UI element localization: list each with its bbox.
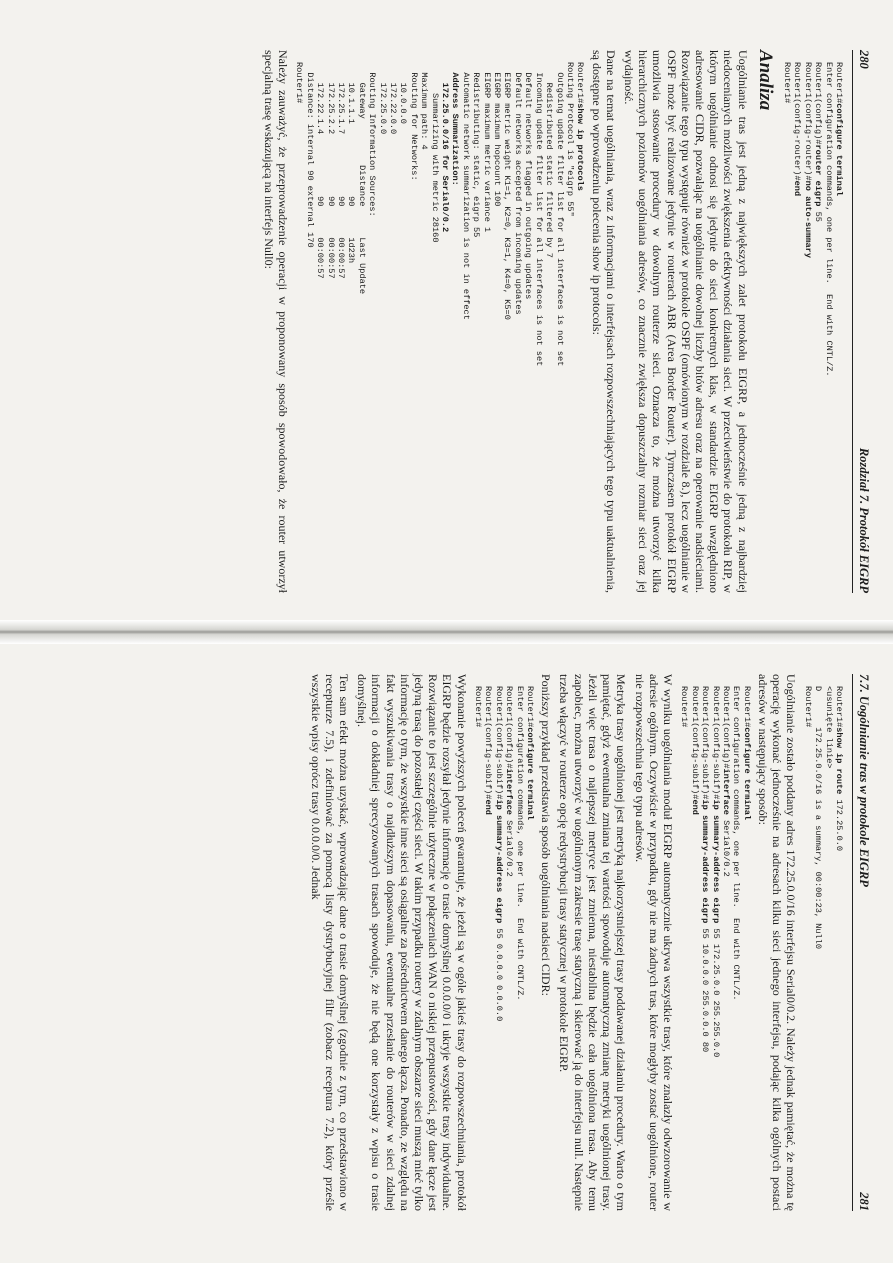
chapter-header: Rozdział 7. Protokół EIGRP: [857, 447, 871, 593]
code-line: [525, 686, 535, 1211]
code-text: Incoming update filter list for all interfaces is not set: [533, 62, 544, 367]
code-line: [782, 62, 792, 593]
code-line: [802, 686, 812, 1211]
paragraph: Poniższy przykład przedstawia sposób uogólniania nadsieci CIDR:: [539, 674, 554, 996]
code-text: 55 0.0.0.0 0.0.0.0: [493, 923, 504, 1022]
page-header: [852, 50, 871, 593]
code-text: Router1#: [741, 686, 752, 728]
code-block: [679, 686, 752, 1211]
code-text: Router1#: [525, 686, 536, 728]
code-text: Router1(config)#: [720, 686, 731, 769]
code-line: [544, 62, 554, 593]
code-text: 55 172.25.0.0 255.255.0.0: [710, 923, 721, 1058]
code-line: [700, 686, 710, 1211]
code-text: Serial0/0.2: [720, 814, 731, 877]
code-text: 172.22.1.4 90 00:00:57: [315, 62, 326, 279]
book-gutter: [0, 620, 893, 644]
code-text: Router1#: [834, 62, 844, 104]
code-line: [315, 62, 325, 593]
code-text: Enter configuration commands, one per line. End with CNTL/Z.: [731, 686, 742, 1001]
code-line: [504, 686, 514, 1211]
code-line: [398, 62, 408, 593]
code-text: Router1(config-router)#: [802, 62, 813, 181]
code-text: Enter configuration commands, one per line. End with CNTL/Z.: [514, 686, 525, 1001]
code-line: [575, 62, 585, 593]
code-text: [440, 62, 450, 83]
code-command: interface: [720, 768, 731, 815]
code-line: [440, 62, 450, 593]
code-text: Gateway Distance Last Update: [356, 62, 367, 295]
code-command: interface: [504, 768, 515, 815]
code-line: [336, 62, 346, 593]
code-line: [731, 686, 741, 1211]
code-text: 172.25.0.0: [834, 794, 844, 852]
page-number: 281: [857, 1192, 871, 1211]
code-line: [502, 62, 512, 593]
code-line: [492, 62, 502, 593]
left-page: [0, 0, 893, 619]
code-command: end: [689, 799, 700, 815]
code-line: [512, 62, 522, 593]
code-line: [460, 62, 470, 593]
code-line: [450, 62, 460, 593]
code-text: Default networks accepted from incoming updates: [512, 62, 523, 315]
code-text: 172.22.0.0: [388, 62, 399, 135]
code-text: EIGRP metric weight K1=1, K2=0, K3=1, K4=0, K5=0: [502, 62, 513, 320]
code-line: [813, 62, 823, 593]
paragraph: Uogólnianie tras jest jedną z największych zalet protokołu EIGRP, a jednocześnie jedną z najbardziej niedocenianych możliwości zwiększenia efektywności działania sieci. W przeciwieństwie do protokołu RIP, w którym uogólnianie odnosi się jedynie do sieci konkretnych klas, w standardzie EIGRP uwzględniono adresowanie CIDR, pozwalając na uogólnianie dowolnej liczby bitów adresu oraz na operowanie nadsieciami. Rozwiązanie tego typu występuje również w protokole OSPF (omówionym w rozdziale 8.), lecz uogólnianie w OSPF może być realizowane jedynie w routerach ABR (Area Border Router). Tymczasem protokół EIGRP umożliwia stosowanie procedury w dowolnym routerze sieci. Oznacza to, że można utworzyć kilka hierarchicznych poziomów uogólniania adresów, co znacznie zwiększa dopuszczalny rozmiar sieci oraz jej wydajność.: [621, 50, 750, 593]
code-block: [802, 686, 844, 1211]
code-text: EIGRP maximum hopcount 100: [492, 62, 503, 207]
code-block: [473, 686, 535, 1211]
code-line: [377, 62, 387, 593]
code-command: end: [483, 799, 494, 815]
code-text: [450, 62, 460, 72]
paragraph: Należy zauważyć, że przeprowadzenie operacji w proponowany sposób spowodowało, że router utworzył specjalną trasę wskazującą na interfejs Null0:: [261, 50, 290, 593]
code-text: Automatic network summarization is not in effect: [460, 62, 471, 320]
code-text: Router1(config)#: [504, 686, 515, 769]
code-text: Router1(config-subif)#: [483, 686, 494, 800]
code-text: Redistributed static filtered by 7: [544, 62, 555, 258]
code-line: [721, 686, 731, 1211]
code-line: [356, 62, 366, 593]
code-line: [523, 62, 533, 593]
code-text: Routing Information Sources:: [367, 62, 378, 217]
code-line: [741, 686, 751, 1211]
code-line: [481, 62, 491, 593]
code-line: [834, 686, 844, 1211]
code-line: [554, 62, 564, 593]
code-text: 172.25.2.2 90 00:00:57: [325, 62, 336, 279]
code-line: [823, 62, 833, 593]
code-line: [813, 686, 823, 1211]
code-command: end: [792, 180, 803, 197]
code-line: [792, 62, 802, 593]
code-command: configure terminal: [834, 103, 844, 197]
code-text: 172.25.0.0: [377, 62, 388, 135]
code-command: 172.25.0.0/16 for Serial0/0.2: [440, 82, 451, 233]
code-line: [471, 62, 481, 593]
code-text: Serial0/0.2: [504, 814, 515, 877]
code-block: [294, 62, 585, 593]
code-line: [533, 62, 543, 593]
code-line: [483, 686, 493, 1211]
code-command: show ip protocols: [575, 103, 586, 191]
code-text: EIGRP maximum metric variance 1: [481, 62, 492, 233]
page-number: 280: [857, 50, 871, 69]
paragraph: Uogólnianie zostało poddany adres 172.25.0.0/16 interfejsu Serial0/0.2. Należy jednak pamiętać, że można tę operację wykonać jednocześnie na adresach kilku sieci jednego interfejsu, podając kilka ogólnych postaci adresów w następujący sposób:: [755, 674, 799, 1211]
code-text: Router1#: [294, 62, 305, 104]
paragraph: W wyniku uogólniania moduł EIGRP automatycznie ukrywa wszystkie trasy, które znalazły odwzorowanie w adresie ogólnym. Oczywiście w przypadku, gdy nie ma żadnych tras, które mogłyby zostać uogólnione, router nie rozpowszechnia tego typu adresów.: [632, 674, 675, 1211]
code-line: [408, 62, 418, 593]
code-text: Router1(config-subif)#: [700, 686, 711, 800]
code-text: Router1#: [473, 686, 484, 728]
code-line: [473, 686, 483, 1211]
code-line: [565, 62, 575, 593]
code-line: [823, 686, 833, 1211]
code-command: ip summary-address eigrp: [493, 799, 504, 924]
code-text: Distance: internal 90 external 170: [304, 62, 315, 248]
code-text: Router1(config-subif)#: [493, 686, 504, 800]
code-text: Router1#: [679, 686, 690, 728]
code-command: ip summary-address eigrp: [710, 799, 721, 924]
code-line: [388, 62, 398, 593]
code-text: Enter configuration commands, one per line. End with CNTL/Z.: [823, 62, 834, 377]
code-line: [689, 686, 699, 1211]
code-command: Address Summarization:: [450, 72, 461, 186]
code-text: Router1(config)#: [813, 62, 824, 145]
code-text: 10.0.0.0: [398, 62, 409, 124]
code-line: [802, 62, 812, 593]
code-text: Outgoing update filter list for all interfaces is not set: [554, 62, 565, 367]
code-text: Router1(config-router)#: [792, 62, 803, 181]
code-text: <usunięte linie>: [823, 686, 834, 769]
code-line: [304, 62, 314, 593]
code-command: no auto-summary: [802, 180, 813, 258]
code-text: Summarizing with metric 28160: [429, 62, 440, 243]
code-command: ip summary-address eigrp: [700, 799, 711, 924]
code-text: Routing Protocol is "eigrp 55": [564, 62, 575, 217]
code-line: [429, 62, 439, 593]
code-line: [419, 62, 429, 593]
code-text: 172.25.1.7 90 00:00:57: [335, 62, 346, 279]
code-text: Maximum path: 4: [419, 62, 430, 150]
code-line: [294, 62, 304, 593]
paragraph: Ten sam efekt można uzyskać, wprowadzając dane o trasie domyślnej (zgodnie z tym, co przedstawiono w recepturze 7.5), i zdefiniować za pomocą listy dystrybucyjnej filtr (zobacz receptura 7.2), który prześle wszystkie wpisy oprócz trasy 0.0.0.0/0. Jednak: [308, 674, 352, 1211]
code-command: configure terminal: [741, 727, 752, 821]
code-line: [834, 62, 844, 593]
code-command: configure terminal: [525, 727, 536, 821]
code-text: 55 10.0.0.0 255.0.0.0 80: [700, 923, 711, 1053]
code-text: Routing for Networks:: [408, 62, 419, 181]
code-line: [679, 686, 689, 1211]
code-text: 10.1.1.1 90 1d23h: [346, 62, 357, 264]
chapter-header: 7.7. Uogólnianie tras w protokole EIGRP: [857, 674, 871, 887]
code-text: Router1(config-subif)#: [710, 686, 721, 800]
code-command: router eigrp: [813, 144, 824, 207]
code-text: Redistributing: static, eigrp 55: [471, 62, 482, 238]
code-text: Router1#: [575, 62, 586, 104]
code-text: 55: [813, 206, 824, 222]
code-text: Default networks flagged in outgoing updates: [523, 62, 534, 300]
paragraph: Wykonanie powyższych poleceń gwarantuje, że jeżeli są w ogóle jakieś trasy do rozpowszechniania, protokół EIGRP będzie rozsyłał jedynie informację o trasie domyślnej 0.0.0.0/0 i ukryje wszystkie trasy indywidualne. Rozwiązanie to jest szczególnie użyteczne w połączeniach WAN o niskiej przepustowości, gdy dane łącze jest jedyną trasą do pozostałej części sieci. W takim przypadku routery w zdalnym obszarze sieci muszą mieć tylko informację o tym, że wszystkie inne sieci są osiągalne za pośrednictwem danego łącza. Ponadto, ze względu na fakt wyszukiwania trasy o najdłuższym dopasowaniu, ewentualne przesłanie do routerów w sieci zdalnej informacji o dokładniej sprecyzowanych trasach spowoduje, że nie będą one korzystały z wpisu o trasie domyślnej.: [355, 674, 469, 1211]
page-header: [852, 674, 871, 1211]
code-line: [710, 686, 720, 1211]
code-text: D 172.25.0.0/16 is a summary, 00:00:23, Null0: [813, 686, 824, 950]
code-line: [346, 62, 356, 593]
code-line: [514, 686, 524, 1211]
right-page: [0, 644, 893, 1263]
code-line: [325, 62, 335, 593]
code-text: Router1#: [834, 686, 844, 728]
code-text: Router1(config-subif)#: [689, 686, 700, 800]
code-command: show ip route: [834, 727, 844, 795]
section-title: Analiza: [754, 50, 776, 111]
paragraph: Metryka trasy uogólnionej jest metryką najkorzystniejszej trasy poddawanej działaniu procedury. Warto o tym pamiętać, gdyż ewentualna zmiana tej wartości spowoduje automatyczną zmianę metryki uogólnionej trasy. Jeżeli więc trasa o najlepszej metryce jest zmienna, niestabilna będzie cała uogólniona trasa. Aby temu zapobiec, można utworzyć w uogólnionym zakresie trasę statyczną i skierować ją do interfejsu null. Następnie trzeba włączyć w routerze opcję redystrybucji trasy statycznej w protokole EIGRP.: [557, 674, 629, 1211]
code-line: [367, 62, 377, 593]
paragraph: Dane na temat uogólniania, wraz z informacjami o interfejsach rozpowszechniających tego typu uaktualnienia, są dostępne po wprowadzeniu polecenia show ip protocols:: [589, 50, 618, 593]
code-block: [782, 62, 844, 593]
code-line: [493, 686, 503, 1211]
code-text: Router1#: [802, 686, 813, 728]
code-text: Router1#: [781, 62, 792, 104]
